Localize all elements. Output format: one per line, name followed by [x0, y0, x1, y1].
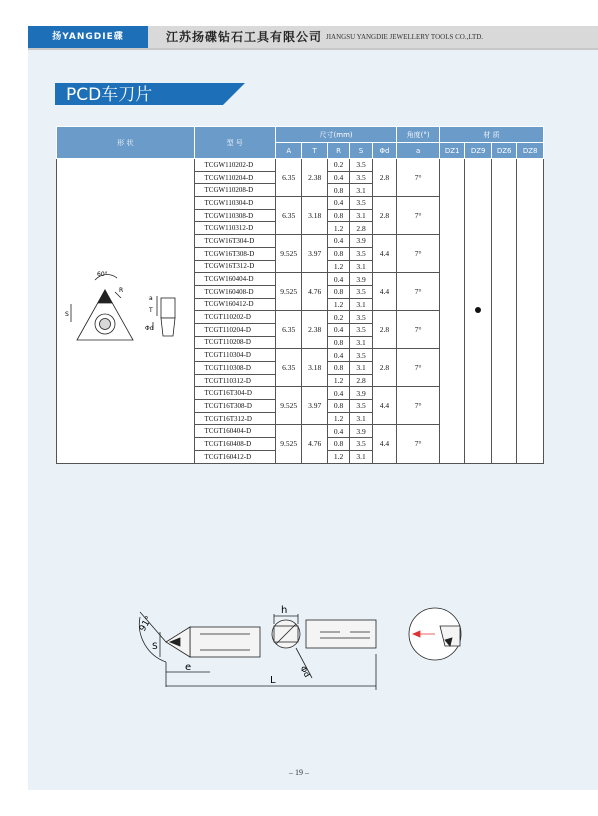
tool-s-label: S [152, 642, 158, 652]
dim-r-cell: 1.2 [327, 374, 349, 387]
model-cell: TCGW110204-D [194, 171, 275, 184]
insert-shape-cell [57, 159, 195, 464]
insert-s-label: S [65, 310, 70, 318]
dim-t-cell: 4.76 [302, 273, 327, 311]
dim-r-cell: 0.4 [327, 171, 349, 184]
angle-cell: 7° [397, 235, 440, 273]
header-dimensions: 尺寸(mm) [275, 127, 396, 143]
subheader-dd: Φd [372, 143, 396, 159]
dim-r-cell: 0.8 [327, 438, 349, 451]
spec-table [56, 126, 544, 464]
angle-cell: 7° [397, 387, 440, 425]
angle-cell: 7° [397, 197, 440, 235]
insert-r-label: R [119, 286, 124, 294]
model-cell: TCGW110208-D [194, 184, 275, 197]
dim-r-cell: 0.8 [327, 247, 349, 260]
header-model: 型 号 [194, 127, 275, 159]
dim-s-cell: 3.5 [350, 438, 372, 451]
model-cell: TCGW110304-D [194, 197, 275, 210]
material-cell-dz1 [439, 159, 464, 464]
model-cell: TCGT110312-D [194, 374, 275, 387]
model-cell: TCGT110208-D [194, 336, 275, 349]
subheader-a: a [397, 143, 440, 159]
brand-logo: 扬YANGDIE碟 [28, 26, 148, 48]
dim-s-cell: 3.1 [350, 209, 372, 222]
dim-r-cell: 0.4 [327, 235, 349, 248]
dim-d-cell: 2.8 [372, 197, 396, 235]
model-cell: TCGW16T308-D [194, 247, 275, 260]
dim-d-cell: 4.4 [372, 387, 396, 425]
subheader-t: T [302, 143, 327, 159]
model-cell: TCGW110312-D [194, 222, 275, 235]
model-cell: TCGW160404-D [194, 273, 275, 286]
dim-s-cell: 3.9 [350, 387, 372, 400]
dim-r-cell: 1.2 [327, 260, 349, 273]
dim-r-cell: 0.8 [327, 400, 349, 413]
header-shape: 形 状 [57, 127, 195, 159]
insert-t-label: T [149, 306, 153, 314]
dim-s-cell: 3.5 [350, 171, 372, 184]
dim-r-cell: 0.8 [327, 184, 349, 197]
model-cell: TCGT16T308-D [194, 400, 275, 413]
tool-l-label: L [270, 675, 276, 686]
dim-r-cell: 1.2 [327, 450, 349, 463]
model-cell: TCGT16T312-D [194, 412, 275, 425]
insert-a-label: a [149, 294, 153, 302]
dim-r-cell: 0.4 [327, 349, 349, 362]
model-cell: TCGT110202-D [194, 311, 275, 324]
dim-t-cell: 4.76 [302, 425, 327, 463]
material-cell-dz6 [491, 159, 516, 464]
dim-s-cell: 3.5 [350, 247, 372, 260]
dim-r-cell: 0.8 [327, 285, 349, 298]
angle-cell: 7° [397, 349, 440, 387]
dim-r-cell: 0.2 [327, 311, 349, 324]
dim-s-cell: 2.8 [350, 374, 372, 387]
dim-t-cell: 3.18 [302, 349, 327, 387]
dim-r-cell: 0.4 [327, 425, 349, 438]
subheader-s: S [350, 143, 372, 159]
dim-r-cell: 0.2 [327, 159, 349, 172]
material-cell-dz8 [517, 159, 544, 464]
dim-t-cell: 3.18 [302, 197, 327, 235]
insert-angle-label: 60° [97, 270, 108, 278]
model-cell: TCGW110308-D [194, 209, 275, 222]
dim-a-cell: 9.525 [275, 387, 301, 425]
dim-r-cell: 0.4 [327, 273, 349, 286]
subheader-dz8: DZ8 [517, 143, 544, 159]
dim-t-cell: 3.97 [302, 387, 327, 425]
insert-d-label: Φd [145, 324, 154, 332]
dim-d-cell: 2.8 [372, 311, 396, 349]
dim-s-cell: 3.1 [350, 184, 372, 197]
dim-a-cell: 9.525 [275, 273, 301, 311]
dim-s-cell: 3.5 [350, 323, 372, 336]
model-cell: TCGT160408-D [194, 438, 275, 451]
model-cell: TCGT16T304-D [194, 387, 275, 400]
dim-t-cell: 2.38 [302, 311, 327, 349]
subheader-dz1: DZ1 [439, 143, 464, 159]
model-cell: TCGT160412-D [194, 450, 275, 463]
dim-s-cell: 3.5 [350, 349, 372, 362]
angle-cell: 7° [397, 159, 440, 197]
dim-r-cell: 1.2 [327, 412, 349, 425]
dim-r-cell: 0.8 [327, 336, 349, 349]
model-cell: TCGT110304-D [194, 349, 275, 362]
model-cell: TCGW16T312-D [194, 260, 275, 273]
dim-s-cell: 2.8 [350, 222, 372, 235]
insert-diagram [65, 260, 185, 360]
dim-s-cell: 3.1 [350, 450, 372, 463]
tool-diagram [100, 602, 500, 692]
dim-t-cell: 3.97 [302, 235, 327, 273]
dim-d-cell: 2.8 [372, 159, 396, 197]
table-row [57, 159, 544, 172]
angle-cell: 7° [397, 425, 440, 463]
dim-s-cell: 3.1 [350, 412, 372, 425]
dim-a-cell: 9.525 [275, 235, 301, 273]
tool-angle-label: 91° [137, 614, 155, 634]
angle-cell: 7° [397, 273, 440, 311]
page-number: – 19 – [289, 768, 309, 777]
dim-r-cell: 1.2 [327, 222, 349, 235]
dim-s-cell: 3.1 [350, 362, 372, 375]
dim-a-cell: 9.525 [275, 425, 301, 463]
dim-s-cell: 3.5 [350, 400, 372, 413]
dim-s-cell: 3.9 [350, 273, 372, 286]
header-material: 材 质 [439, 127, 543, 143]
dim-s-cell: 3.1 [350, 336, 372, 349]
dim-s-cell: 3.9 [350, 425, 372, 438]
dim-s-cell: 3.5 [350, 159, 372, 172]
subheader-dz6: DZ6 [491, 143, 516, 159]
dim-d-cell: 4.4 [372, 425, 396, 463]
model-cell: TCGT110308-D [194, 362, 275, 375]
model-cell: TCGW160408-D [194, 285, 275, 298]
dim-a-cell: 6.35 [275, 197, 301, 235]
dim-a-cell: 6.35 [275, 311, 301, 349]
dim-d-cell: 2.8 [372, 349, 396, 387]
model-cell: TCGW16T304-D [194, 235, 275, 248]
dim-d-cell: 4.4 [372, 273, 396, 311]
dim-a-cell: 6.35 [275, 159, 301, 197]
dim-s-cell: 3.5 [350, 285, 372, 298]
tool-h-label: h [281, 605, 288, 616]
dim-r-cell: 0.8 [327, 209, 349, 222]
dim-r-cell: 1.2 [327, 298, 349, 311]
model-cell: TCGW110202-D [194, 159, 275, 172]
header-angle: 角度(°) [397, 127, 440, 143]
tool-d-label: Φd [298, 664, 312, 679]
subheader-r: R [327, 143, 349, 159]
dim-t-cell: 2.38 [302, 159, 327, 197]
angle-cell: 7° [397, 311, 440, 349]
dim-s-cell: 3.5 [350, 311, 372, 324]
model-cell: TCGT160404-D [194, 425, 275, 438]
dim-d-cell: 4.4 [372, 235, 396, 273]
subheader-a: A [275, 143, 301, 159]
dim-a-cell: 6.35 [275, 349, 301, 387]
dim-s-cell: 3.1 [350, 260, 372, 273]
page-title: PCD车刀片 [66, 85, 153, 105]
dim-s-cell: 3.9 [350, 235, 372, 248]
dim-r-cell: 0.4 [327, 323, 349, 336]
subheader-dz9: DZ9 [465, 143, 491, 159]
dim-r-cell: 0.4 [327, 387, 349, 400]
tool-e-label: e [185, 662, 192, 673]
dim-r-cell: 0.8 [327, 362, 349, 375]
material-marker-dot [475, 307, 481, 313]
model-cell: TCGT110204-D [194, 323, 275, 336]
model-cell: TCGW160412-D [194, 298, 275, 311]
company-name-cn: 江苏扬碟钻石工具有限公司 [166, 30, 323, 44]
company-name-en: JIANGSU YANGDIE JEWELLERY TOOLS CO.,LTD. [326, 33, 484, 41]
dim-s-cell: 3.5 [350, 197, 372, 210]
dim-r-cell: 0.4 [327, 197, 349, 210]
dim-s-cell: 3.1 [350, 298, 372, 311]
material-cell-dz9 [465, 159, 491, 464]
